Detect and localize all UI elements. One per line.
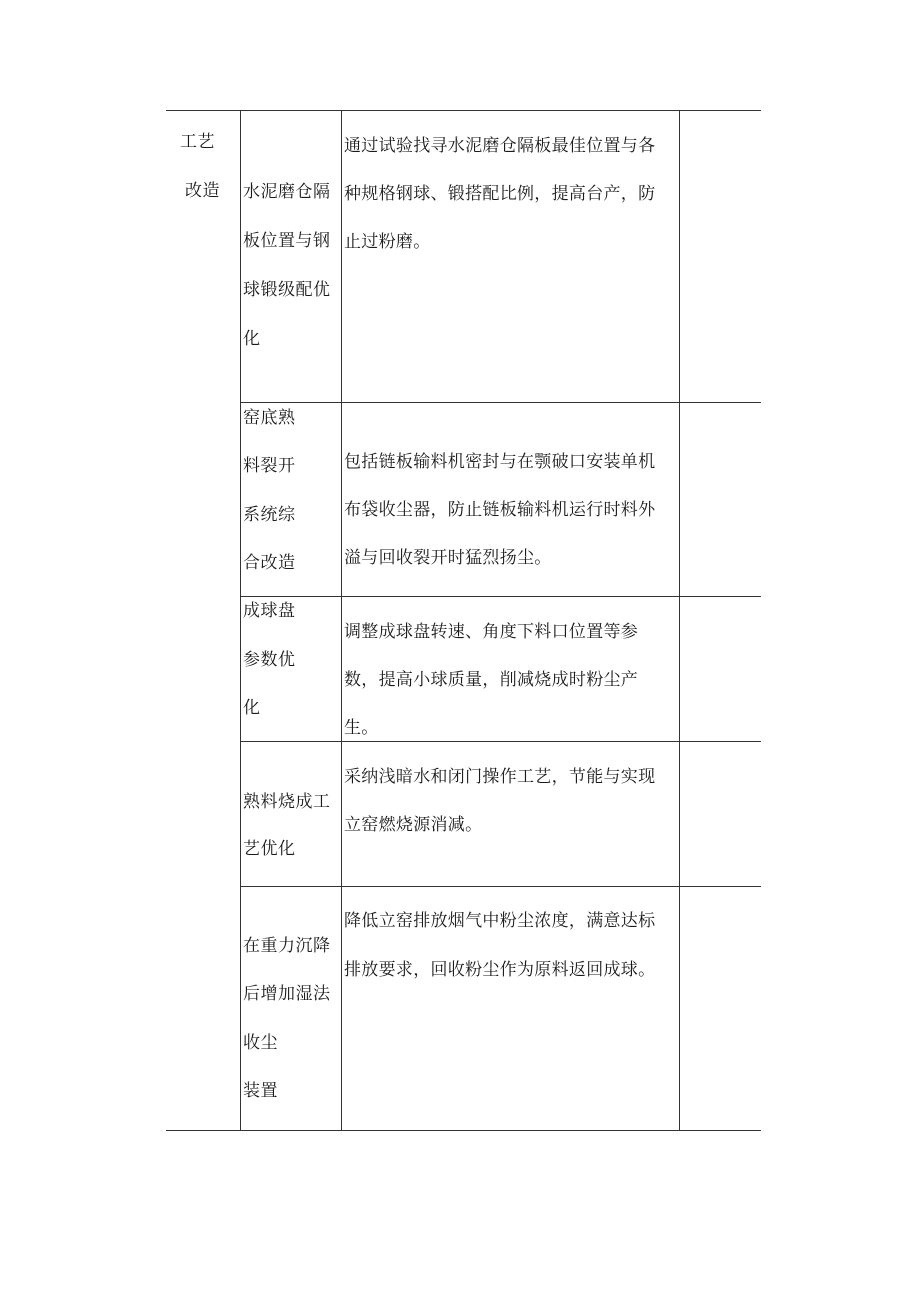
item-name-line: 熟料烧成工 bbox=[243, 792, 331, 812]
row-divider bbox=[240, 402, 761, 403]
item-name-line: 成球盘 bbox=[243, 601, 296, 621]
column-divider bbox=[240, 110, 241, 1130]
item-name-line: 后增加湿法 bbox=[243, 984, 331, 1004]
item-name-line: 窑底熟 bbox=[243, 408, 296, 428]
description-line: 生。 bbox=[344, 718, 379, 738]
description-line: 立窑燃烧源消减。 bbox=[344, 815, 483, 835]
row-divider bbox=[240, 596, 761, 597]
description-line: 采纳浅暗水和闭门操作工艺，节能与实现 bbox=[344, 767, 656, 787]
description-line: 降低立窑排放烟气中粉尘浓度，满意达标 bbox=[344, 911, 656, 931]
item-name-line: 化 bbox=[243, 698, 261, 718]
item-name-line: 料裂开 bbox=[243, 456, 296, 476]
table-top-border bbox=[166, 110, 761, 111]
description-line: 调整成球盘转速、角度下料口位置等参 bbox=[344, 622, 639, 642]
item-name-line: 化 bbox=[243, 329, 261, 349]
description-line: 溢与回收裂开时猛烈扬尘。 bbox=[344, 548, 552, 568]
item-name-line: 球锻级配优 bbox=[243, 280, 331, 300]
item-name-line: 艺优化 bbox=[243, 839, 296, 859]
item-name-line: 参数优 bbox=[243, 650, 296, 670]
item-name-line: 系统综 bbox=[243, 505, 296, 525]
description-line: 包括链板输料机密封与在颚破口安装单机 bbox=[344, 452, 656, 472]
description-line: 通过试验找寻水泥磨仓隔板最佳位置与各 bbox=[344, 136, 656, 156]
column-divider bbox=[679, 110, 680, 1130]
item-name-line: 在重力沉降 bbox=[243, 936, 331, 956]
description-line: 布袋收尘器，防止链板输料机运行时料外 bbox=[344, 500, 656, 520]
description-line: 排放要求，回收粉尘作为原料返回成球。 bbox=[344, 960, 656, 980]
item-name-line: 合改造 bbox=[243, 553, 296, 573]
item-name-line: 水泥磨仓隔 bbox=[243, 182, 331, 202]
description-line: 种规格钢球、锻搭配比例，提高台产，防 bbox=[344, 184, 656, 204]
row-divider bbox=[240, 886, 761, 887]
item-name-line: 装置 bbox=[243, 1081, 278, 1101]
category-line: 工艺 bbox=[180, 132, 215, 152]
category-line: 改造 bbox=[185, 181, 220, 201]
item-name-line: 板位置与钢 bbox=[243, 231, 331, 251]
description-line: 止过粉磨。 bbox=[344, 232, 431, 252]
description-line: 数，提高小球质量，削减烧成时粉尘产 bbox=[344, 670, 639, 690]
row-divider bbox=[240, 741, 761, 742]
table-bottom-border bbox=[166, 1130, 761, 1131]
column-divider bbox=[341, 110, 342, 1130]
item-name-line: 收尘 bbox=[243, 1033, 278, 1053]
